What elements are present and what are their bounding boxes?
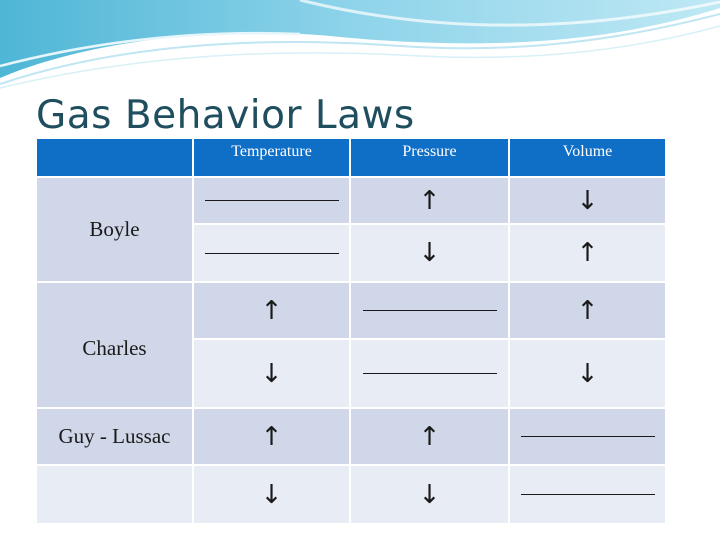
guy-lussac-name-cell-lower (37, 466, 192, 523)
charles-row1-volume: ↑ (510, 283, 665, 338)
guy-lussac-row1-temperature: ↑ (194, 409, 349, 464)
no-change-dash (521, 436, 655, 437)
charles-row2-temperature: ↓ (194, 340, 349, 407)
law-name-charles: Charles (37, 283, 192, 407)
boyle-row1-temperature (194, 178, 349, 223)
boyle-row2-volume: ↑ (510, 225, 665, 281)
guy-lussac-row2-temperature: ↓ (194, 466, 349, 523)
guy-lussac-row1-pressure: ↑ (351, 409, 508, 464)
law-name-guy-lussac: Guy - Lussac (37, 409, 192, 464)
boyle-row2-temperature (194, 225, 349, 281)
charles-row2-volume: ↓ (510, 340, 665, 407)
header-pressure: Pressure (351, 139, 508, 176)
guy-lussac-row1-volume (510, 409, 665, 464)
boyle-row1-pressure: ↑ (351, 178, 508, 223)
boyle-row1-volume: ↓ (510, 178, 665, 223)
no-change-dash (363, 373, 497, 374)
guy-lussac-row2-pressure: ↓ (351, 466, 508, 523)
header-corner-cell (37, 139, 192, 176)
no-change-dash (205, 200, 339, 201)
boyle-row2-pressure: ↓ (351, 225, 508, 281)
no-change-dash (205, 253, 339, 254)
header-volume: Volume (510, 139, 665, 176)
law-name-boyle: Boyle (37, 178, 192, 281)
header-temperature: Temperature (194, 139, 349, 176)
decorative-wave-banner (0, 0, 720, 90)
guy-lussac-row2-volume (510, 466, 665, 523)
charles-row2-pressure (351, 340, 508, 407)
page-title: Gas Behavior Laws (36, 93, 415, 138)
no-change-dash (521, 494, 655, 495)
charles-row1-temperature: ↑ (194, 283, 349, 338)
charles-row1-pressure (351, 283, 508, 338)
no-change-dash (363, 310, 497, 311)
